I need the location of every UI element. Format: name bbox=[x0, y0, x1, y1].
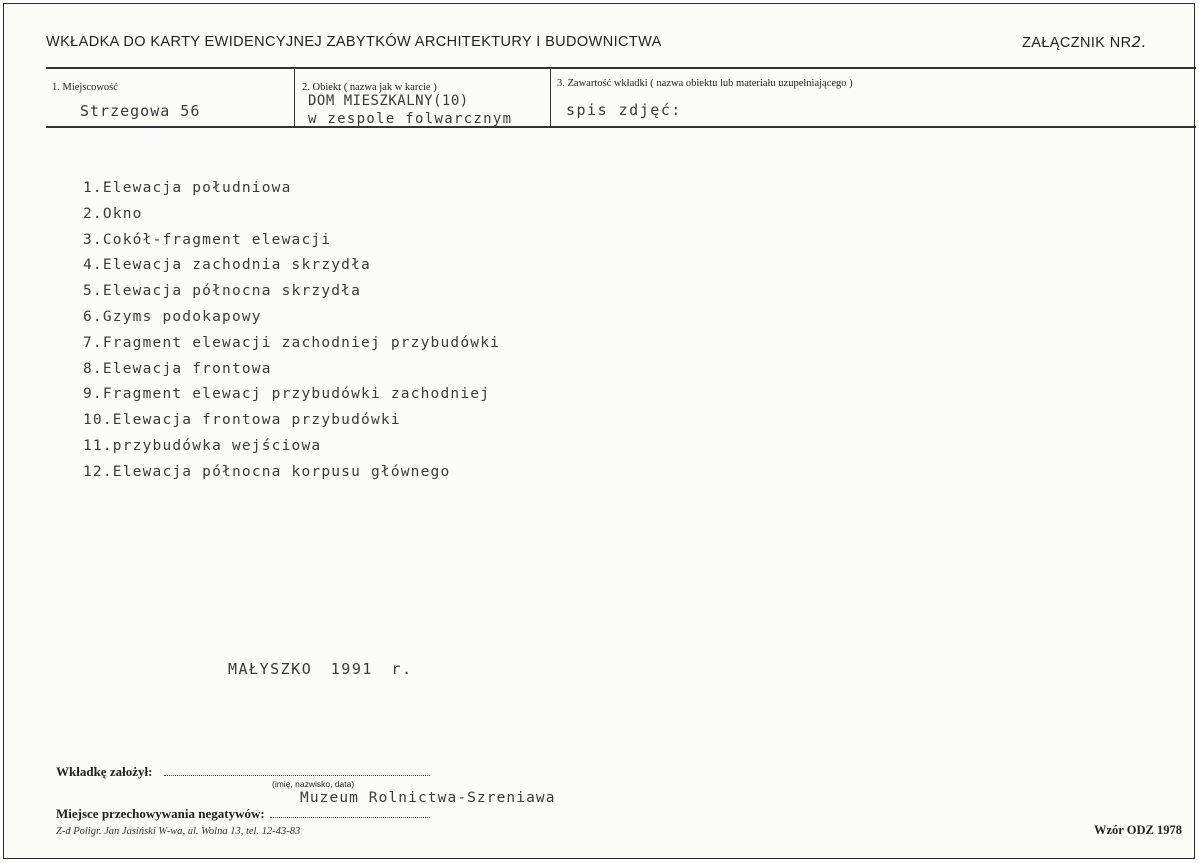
printer-imprint: Z-d Poligr. Jan Jasiński W-wa, ul. Wolna 13, tel. 12-43-83 bbox=[56, 826, 301, 837]
list-item: 5.Elewacja północna skrzydła bbox=[83, 283, 362, 300]
list-item: 4.Elewacja zachodnia skrzydła bbox=[83, 257, 371, 274]
field-divider-2 bbox=[550, 68, 551, 127]
list-item: 2.Okno bbox=[83, 205, 143, 222]
object-value-line1: DOM MIESZKALNY(10) bbox=[308, 93, 469, 109]
field-divider-1 bbox=[294, 68, 295, 127]
founded-by-line bbox=[164, 775, 430, 776]
list-item: 3.Cokół-fragment elewacji bbox=[83, 231, 332, 248]
field-table-top-rule bbox=[46, 67, 1196, 69]
form-title: WKŁADKA DO KARTY EWIDENCYJNEJ ZABYTKÓW ARCHITEKTURY I BUDOWNICTWA bbox=[46, 34, 662, 50]
form-code: Wzór ODZ 1978 bbox=[1094, 823, 1182, 837]
signature: MAŁYSZKO 1991 r. bbox=[228, 660, 413, 678]
field-table-bottom-rule bbox=[46, 126, 1196, 128]
attachment-number bbox=[1022, 33, 1147, 51]
list-item: 10.Elewacja frontowa przybudówki bbox=[83, 412, 401, 429]
negatives-location-label: Miejsce przechowywania negatywów: bbox=[56, 806, 265, 821]
locality-label: 1. Miejscowość bbox=[52, 82, 118, 93]
negatives-location-line bbox=[270, 817, 430, 818]
object-value-line2: w zespole folwarcznym bbox=[308, 111, 513, 127]
locality-value: Strzegowa 56 bbox=[80, 102, 201, 120]
founded-by-hint: (imię, nazwisko, data) bbox=[272, 779, 355, 789]
founded-by-label: Wkładkę założył: bbox=[56, 764, 153, 779]
list-item: 12.Elewacja północna korpusu głównego bbox=[83, 463, 451, 480]
photo-list bbox=[83, 176, 500, 486]
content-value: spis zdjęć: bbox=[566, 101, 682, 119]
attachment-number-handwritten: 2. bbox=[1131, 33, 1147, 51]
object-label: 2. Obiekt ( nazwa jak w karcie ) bbox=[302, 82, 437, 93]
content-label: 3. Zawartość wkładki ( nazwa obiektu lub materiału uzupełniającego ) bbox=[557, 78, 853, 89]
attachment-label: ZAŁĄCZNIK NR bbox=[1022, 35, 1132, 51]
negatives-location-value: Muzeum Rolnictwa-Szreniawa bbox=[300, 790, 556, 806]
list-item: 1.Elewacja południowa bbox=[83, 180, 292, 196]
list-item: 7.Fragment elewacji zachodniej przybudówki bbox=[83, 334, 501, 351]
list-item: 11.przybudówka wejściowa bbox=[83, 437, 322, 454]
list-item: 8.Elewacja frontowa bbox=[83, 360, 272, 377]
list-item: 9.Fragment elewacj przybudówki zachodniej bbox=[83, 386, 491, 403]
list-item: 6.Gzyms podokapowy bbox=[83, 308, 262, 325]
